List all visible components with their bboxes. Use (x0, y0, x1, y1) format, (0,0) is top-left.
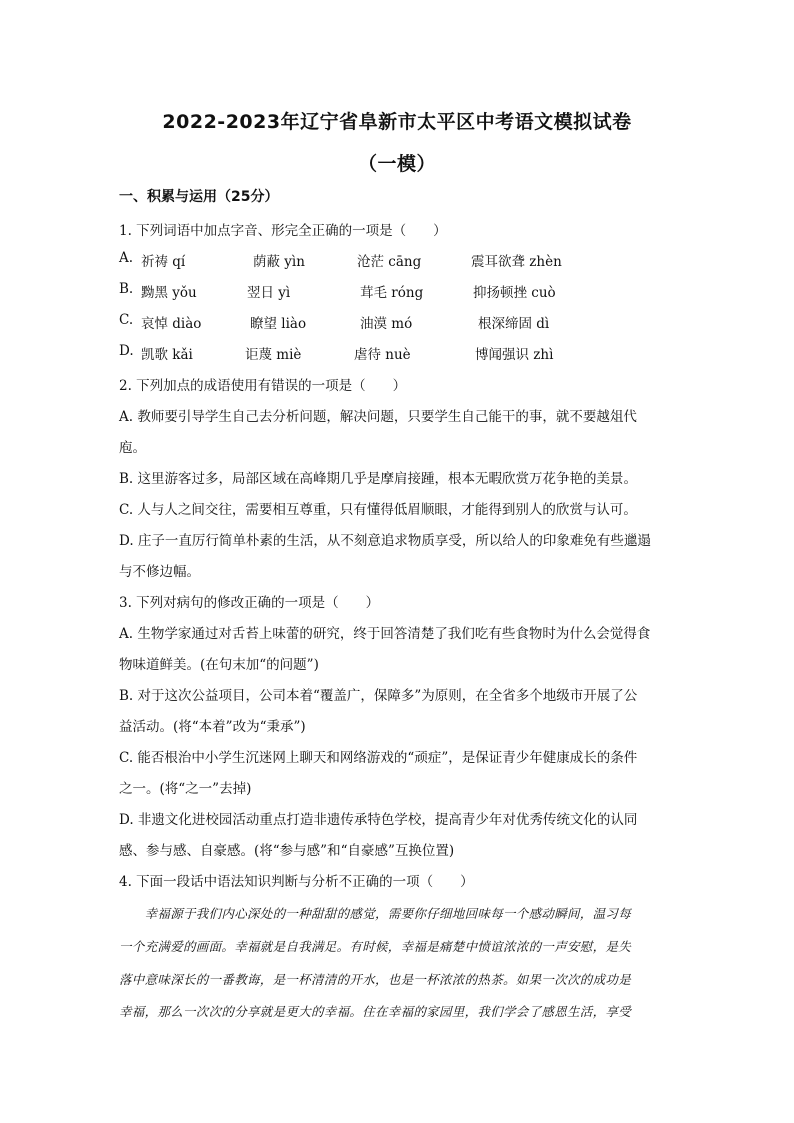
q2-line: B. 这里游客过多，局部区域在高峰期几乎是摩肩接踵，根本无暇欣赏万花争艳的美景。 (119, 471, 638, 487)
q4-passage-line: 幸福源于我们内心深处的一种甜甜的感觉，需要你仔细地回味每一个感动瞬间，温习每 (119, 906, 632, 921)
option-item: 哀悼 diào (141, 316, 202, 332)
option-item: 茸毛 róng (360, 285, 424, 301)
doc-title: 2022-2023年辽宁省阜新市太平区中考语文模拟试卷 (162, 111, 632, 133)
option-item: 黝黑 yǒu (141, 285, 197, 301)
q2-line: D. 庄子一直厉行简单朴素的生活，从不刻意追求物质享受，所以给人的印象难免有些邋遢 (119, 533, 651, 549)
option-item: 祈祷 qí (141, 254, 186, 270)
option-label: B. (119, 281, 134, 297)
option-item: 博闻强识 zhì (475, 347, 554, 363)
q2-line: C. 人与人之间交往，需要相互尊重，只有懂得低眉顺眼，才能得到别人的欣赏与认可。 (119, 502, 637, 518)
q3-line: 感、参与感、自豪感。(将“参与感”和“自豪感”互换位置) (119, 843, 455, 859)
q3-line: 之一。(将“之一”去掉) (119, 781, 252, 797)
option-item: 瞭望 liào (250, 316, 307, 332)
option-item: 讵蔑 miè (245, 347, 302, 363)
q3-line: B. 对于这次公益项目，公司本着“覆盖广，保障多”为原则，在全省多个地级市开展了公 (119, 688, 638, 704)
option-item: 凯歌 kǎi (141, 347, 193, 363)
option-item: 虐待 nuè (354, 347, 411, 363)
q3-line: 物味道鲜美。(在句末加“的问题”) (119, 657, 319, 673)
section-heading: 一、积累与运用（25分） (119, 189, 279, 205)
option-label: A. (119, 250, 134, 266)
doc-subtitle: （一模） (357, 153, 436, 175)
q3-line: C. 能否根治中小学生沉迷网上聊天和网络游戏的“顽症”，是保证青少年健康成长的条件 (119, 750, 638, 766)
option-item: 根深缔固 dì (478, 316, 550, 332)
q2-stem: 2. 下列加点的成语使用有错误的一项是（ ） (119, 378, 407, 394)
option-item: 沧茫 cāng (357, 254, 422, 270)
q2-line: 与不修边幅。 (119, 564, 200, 580)
q2-line: A. 教师要引导学生自己去分析问题，解决问题，只要学生自己能干的事，就不要越俎代 (119, 409, 637, 425)
q4-passage-line: 一个充满爱的画面。幸福就是自我满足。有时候，幸福是痛楚中愤谊浓浓的一声安慰，是失 (119, 939, 632, 954)
q4-passage-line: 幸福，那么一次次的分享就是更大的幸福。住在幸福的家园里，我们学会了感恩生活，享受 (119, 1004, 632, 1019)
option-item: 翌日 yì (247, 285, 291, 301)
option-label: C. (119, 312, 134, 328)
q3-line: D. 非遗文化进校园活动重点打造非遗传承特色学校，提高青少年对优秀传统文化的认同 (119, 812, 638, 828)
option-item: 震耳欲聋 zhèn (471, 254, 562, 270)
q4-passage-line: 落中意味深长的一番教诲，是一杯清清的开水，也是一杯浓浓的热茶。如果一次次的成功是 (119, 972, 632, 987)
q3-line: 益活动。(将“本着”改为“秉承”) (119, 719, 306, 735)
q3-stem: 3. 下列对病句的修改正确的一项是（ ） (119, 595, 380, 611)
option-item: 油漠 mó (360, 316, 413, 332)
q2-line: 庖。 (119, 440, 146, 456)
q1-stem: 1. 下列词语中加点字音、形完全正确的一项是（ ） (119, 223, 447, 239)
option-item: 荫蔽 yìn (253, 254, 305, 270)
option-label: D. (119, 343, 134, 359)
q4-stem: 4. 下面一段话中语法知识判断与分析不正确的一项（ ） (119, 874, 474, 890)
option-item: 抑扬顿挫 cuò (473, 285, 556, 301)
q3-line: A. 生物学家通过对舌苔上味蕾的研究，终于回答清楚了我们吃有些食物时为什么会觉得食 (119, 626, 651, 642)
